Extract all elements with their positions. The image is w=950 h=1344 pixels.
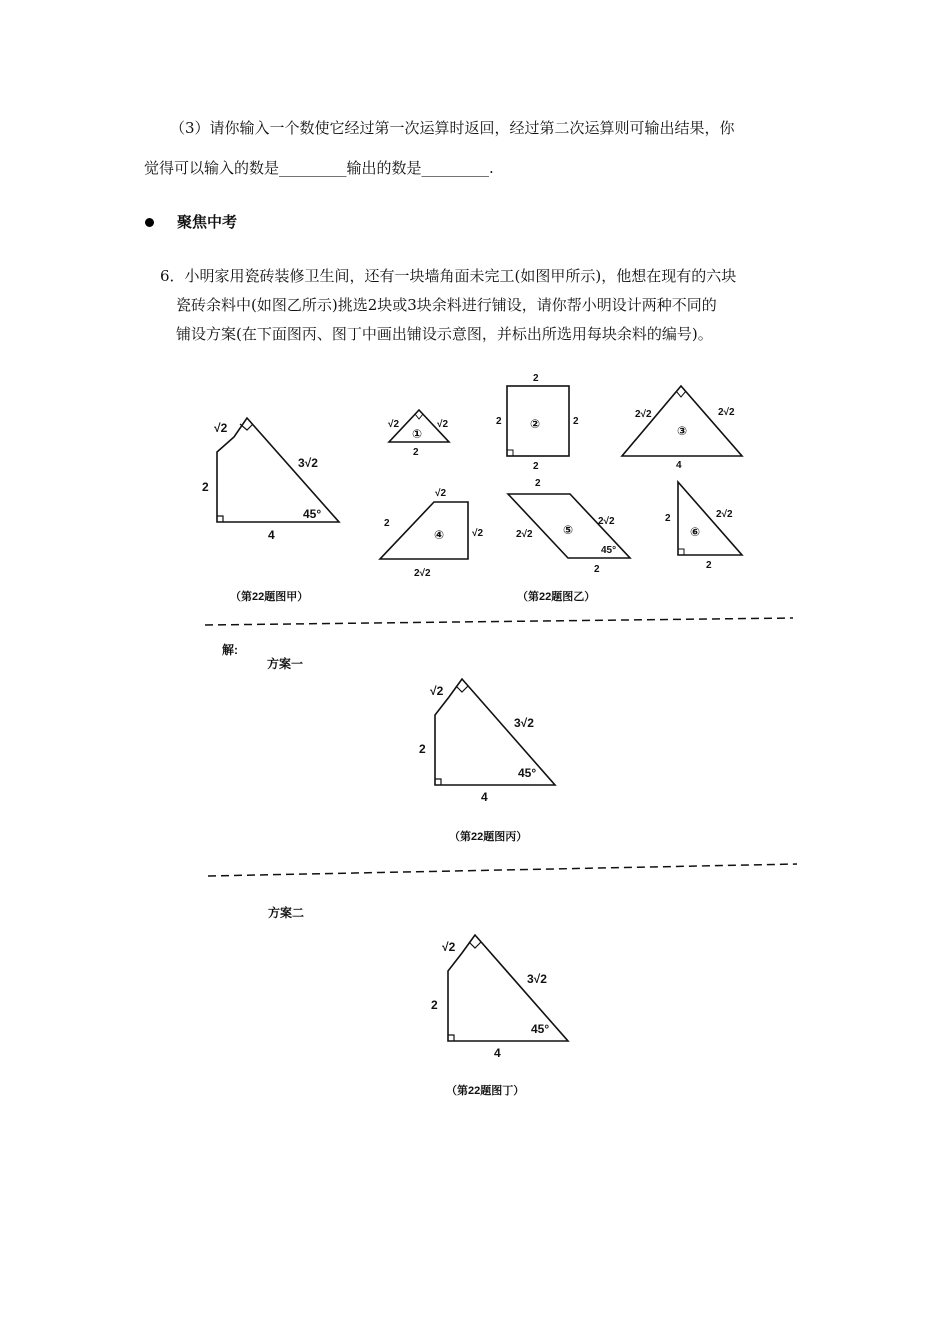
label-sqrt2: √2 [214,421,228,435]
label-45deg: 45° [303,507,322,521]
plan-2-label: 方案二 [268,906,305,920]
caption-yi: （第22题图乙） [517,591,596,603]
tile-2-side: 2 [496,416,502,427]
dashed-separator [208,864,797,876]
q3-line1: （3）请你输入一个数使它经过第一次运算时返回，经过第二次运算则可输出结果，你 [170,119,735,137]
label-45deg: 45° [531,1022,550,1036]
label-sqrt2: √2 [430,684,444,698]
tile-4-shape [380,502,468,559]
tile-3-number: ③ [677,424,688,438]
q3-input-prompt: 觉得可以输入的数是 [144,159,280,177]
solution-label: 解: [222,643,238,657]
label-3sqrt2: 3√2 [298,456,318,470]
tile-3-side: 2√2 [635,409,652,420]
tile-4-number: ④ [434,528,445,542]
tile-5-side: 2√2 [598,516,615,527]
tile-1-side: √2 [437,419,449,430]
tile-6-side: 2 [665,513,671,524]
label-2: 2 [419,742,426,756]
tile-1-side: √2 [388,419,400,430]
caption-ding: （第22题图丁） [446,1085,525,1097]
tile-4-side: 2√2 [414,568,431,579]
tile-5-angle: 45° [601,545,617,556]
q3-output-prompt: 输出的数是 [346,159,422,177]
tile-3-side: 2√2 [718,407,735,418]
q3-line-end: . [489,159,494,177]
caption-bing: （第22题图丙） [449,831,528,843]
label-2: 2 [202,480,209,494]
tile-4-side: √2 [435,488,447,499]
q6-line1: 6．小明家用瓷砖装修卫生间，还有一块墙角面未完工(如图甲所示)，他想在现有的六块 [160,267,737,285]
input-blank[interactable]: _________ [279,159,347,177]
q6-line2: 瓷砖余料中(如图乙所示)挑选2块或3块余料进行铺设，请你帮小明设计两种不同的 [176,296,717,314]
figure-bing-wall-corner [435,679,555,785]
tile-4-side: 2 [384,518,390,529]
output-blank[interactable]: _________ [421,159,490,177]
caption-jia: （第22题图甲） [230,591,309,603]
label-3sqrt2: 3√2 [527,972,547,986]
q6-line3: 铺设方案(在下面图丙、图丁中画出铺设示意图，并标出所选用每块余料的编号)。 [176,325,713,343]
tile-2-side: 2 [533,373,539,384]
tile-5-side: 2 [535,478,541,489]
label-3sqrt2: 3√2 [514,716,534,730]
tile-6-side: 2√2 [716,509,733,520]
tile-2-number: ② [530,417,541,431]
tile-4-side: √2 [472,528,484,539]
label-4: 4 [494,1046,501,1060]
tile-2-side: 2 [573,416,579,427]
tile-6-number: ⑥ [690,525,701,539]
figure-ding-wall-corner [448,935,568,1041]
tile-2-side: 2 [533,461,539,472]
section-title: 聚焦中考 [177,213,238,231]
label-45deg: 45° [518,766,537,780]
tile-6-side: 2 [706,560,712,571]
tile-1-base: 2 [413,447,419,458]
tile-3-base: 4 [676,460,682,471]
tile-5-number: ⑤ [563,523,574,537]
label-2: 2 [431,998,438,1012]
plan-1-label: 方案一 [267,657,304,671]
tile-3-shape [622,386,742,456]
label-4: 4 [481,790,488,804]
tile-5-side: 2 [594,564,600,575]
label-4: 4 [268,528,275,542]
tile-5-side: 2√2 [516,529,533,540]
label-sqrt2: √2 [442,940,456,954]
dashed-separator [205,618,793,625]
tile-1-number: ① [412,427,423,441]
